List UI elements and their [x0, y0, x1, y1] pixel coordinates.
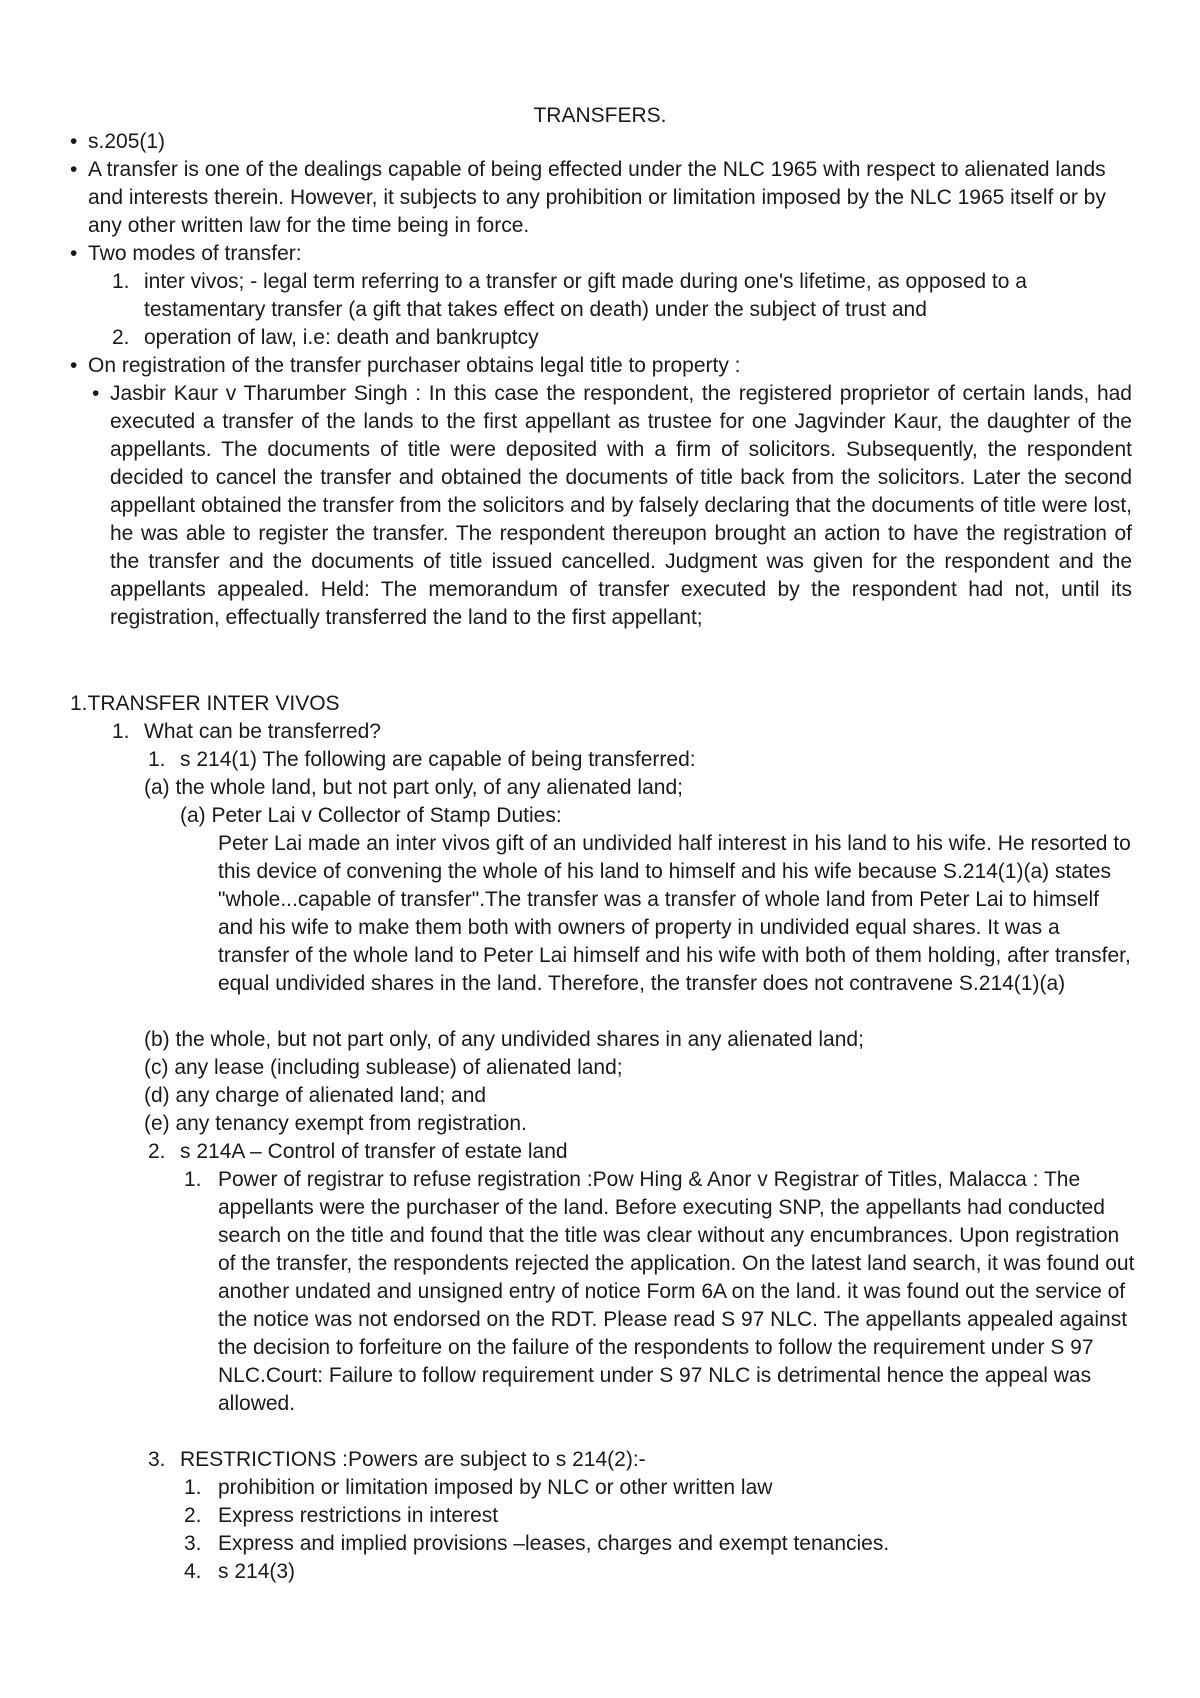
restrictions-heading: RESTRICTIONS :Powers are subject to s 214(2):-: [180, 1448, 646, 1471]
mode-operation-of-law: operation of law, i.e: death and bankruptcy: [144, 326, 539, 349]
list-number: 1.: [184, 1476, 202, 1499]
bullet-icon: •: [70, 354, 78, 377]
case-peter-lai-body: Peter Lai made an inter vivos gift of an undivided half interest in his land to his wife. He resorted to this device of convening the whole of his land to himself and his wife because S.214(1)(a) states "whole...capable of transfer".The transfer was a transfer of whole land from Peter Lai to himself and his wife to make them both with owners of property in undivided equal shares. It was a transfer of the whole land to Peter Lai himself and his wife with both of them holding, after transfer, equal undivided shares in the land. Therefore, the transfer does not contravene S.214(1)(a): [218, 832, 1131, 995]
case-peter-lai-title: (a) Peter Lai v Collector of Stamp Duties:: [180, 804, 562, 827]
list-number: 3.: [148, 1448, 166, 1471]
restriction-item: Express and implied provisions –leases, charges and exempt tenancies.: [218, 1532, 890, 1555]
section-heading-transfer-inter-vivos: 1.TRANSFER INTER VIVOS: [70, 692, 340, 715]
restriction-item: s 214(3): [218, 1560, 296, 1583]
what-can-be-transferred: What can be transferred?: [144, 720, 381, 743]
list-number: 4.: [184, 1560, 202, 1583]
list-number: 1.: [184, 1168, 202, 1191]
item-d: (d) any charge of alienated land; and: [144, 1084, 487, 1107]
list-number: 3.: [184, 1532, 202, 1555]
bullet-icon: •: [70, 130, 78, 153]
registration-bullet: On registration of the transfer purchaser obtains legal title to property :: [88, 354, 741, 377]
list-number: 1.: [112, 720, 130, 743]
list-number: 1.: [148, 748, 166, 771]
list-number: 1.: [112, 270, 130, 293]
bullet-s205: s.205(1): [88, 130, 166, 153]
bullet-icon: •: [70, 158, 78, 181]
item-b: (b) the whole, but not part only, of any undivided shares in any alienated land;: [144, 1028, 864, 1051]
bullet-icon: •: [70, 242, 78, 265]
list-number: 2.: [148, 1140, 166, 1163]
list-number: 2.: [112, 326, 130, 349]
s214-intro: s 214(1) The following are capable of being transferred:: [180, 748, 696, 771]
mode-inter-vivos: inter vivos; - legal term referring to a transfer or gift made during one's lifetime, as opposed to a testamentary transfer (a gift that takes effect on death) under the subject of trust and: [144, 270, 1027, 321]
item-c: (c) any lease (including sublease) of alienated land;: [144, 1056, 623, 1079]
transfer-definition-paragraph: A transfer is one of the dealings capable of being effected under the NLC 1965 with respect to alienated lands and interests therein. However, it subjects to any prohibition or limitation imposed by the NLC 1965 itself or by any other written law for the time being in force.: [88, 158, 1106, 237]
restriction-item: prohibition or limitation imposed by NLC or other written law: [218, 1476, 773, 1499]
list-number: 2.: [184, 1504, 202, 1527]
item-a: (a) the whole land, but not part only, of any alienated land;: [144, 776, 683, 799]
case-pow-hing: Power of registrar to refuse registration :Pow Hing & Anor v Registrar of Titles, Malacca : The appellants were the purchaser of the land. Before executing SNP, the appellants had conducted search on the title and found that the title was clear without any encumbrances. Upon registration of the transfer, the respondents rejected the application. On the latest land search, it was found out another undated and unsigned entry of notice Form 6A on the land. it was found out the service of the notice was not endorsed on the RDT. Please read S 97 NLC. The appellants appealed against the decision to forfeiture on the failure of the respondents to follow the requirement under S 97 NLC.Court: Failure to follow requirement under S 97 NLC is detrimental hence the appeal was allowed.: [218, 1168, 1135, 1415]
item-e: (e) any tenancy exempt from registration.: [144, 1112, 527, 1135]
page-title: TRANSFERS.: [533, 104, 667, 127]
bullet-icon: •: [92, 382, 100, 405]
two-modes-heading: Two modes of transfer:: [88, 242, 302, 265]
case-jasbir-kaur: Jasbir Kaur v Tharumber Singh : In this case the respondent, the registered proprietor of certain lands, had executed a transfer of the lands to the first appellant as trustee for one Jagvinder Kaur, the daughter of the appellants. The documents of title were deposited with a firm of solicitors. Subsequently, the respondent decided to cancel the transfer and obtained the documents of title back from the solicitors. Later the second appellant obtained the transfer from the solicitors and by falsely declaring that the documents of title were lost, he was able to register the transfer. The respondent thereupon brought an action to have the registration of the transfer and the documents of title issued cancelled. Judgment was given for the respondent and the appellants appealed. Held: The memorandum of transfer executed by the respondent had not, until its registration, effectually transferred the land to the first appellant;: [110, 382, 1132, 629]
restriction-item: Express restrictions in interest: [218, 1504, 499, 1527]
s214a-heading: s 214A – Control of transfer of estate land: [180, 1140, 568, 1163]
